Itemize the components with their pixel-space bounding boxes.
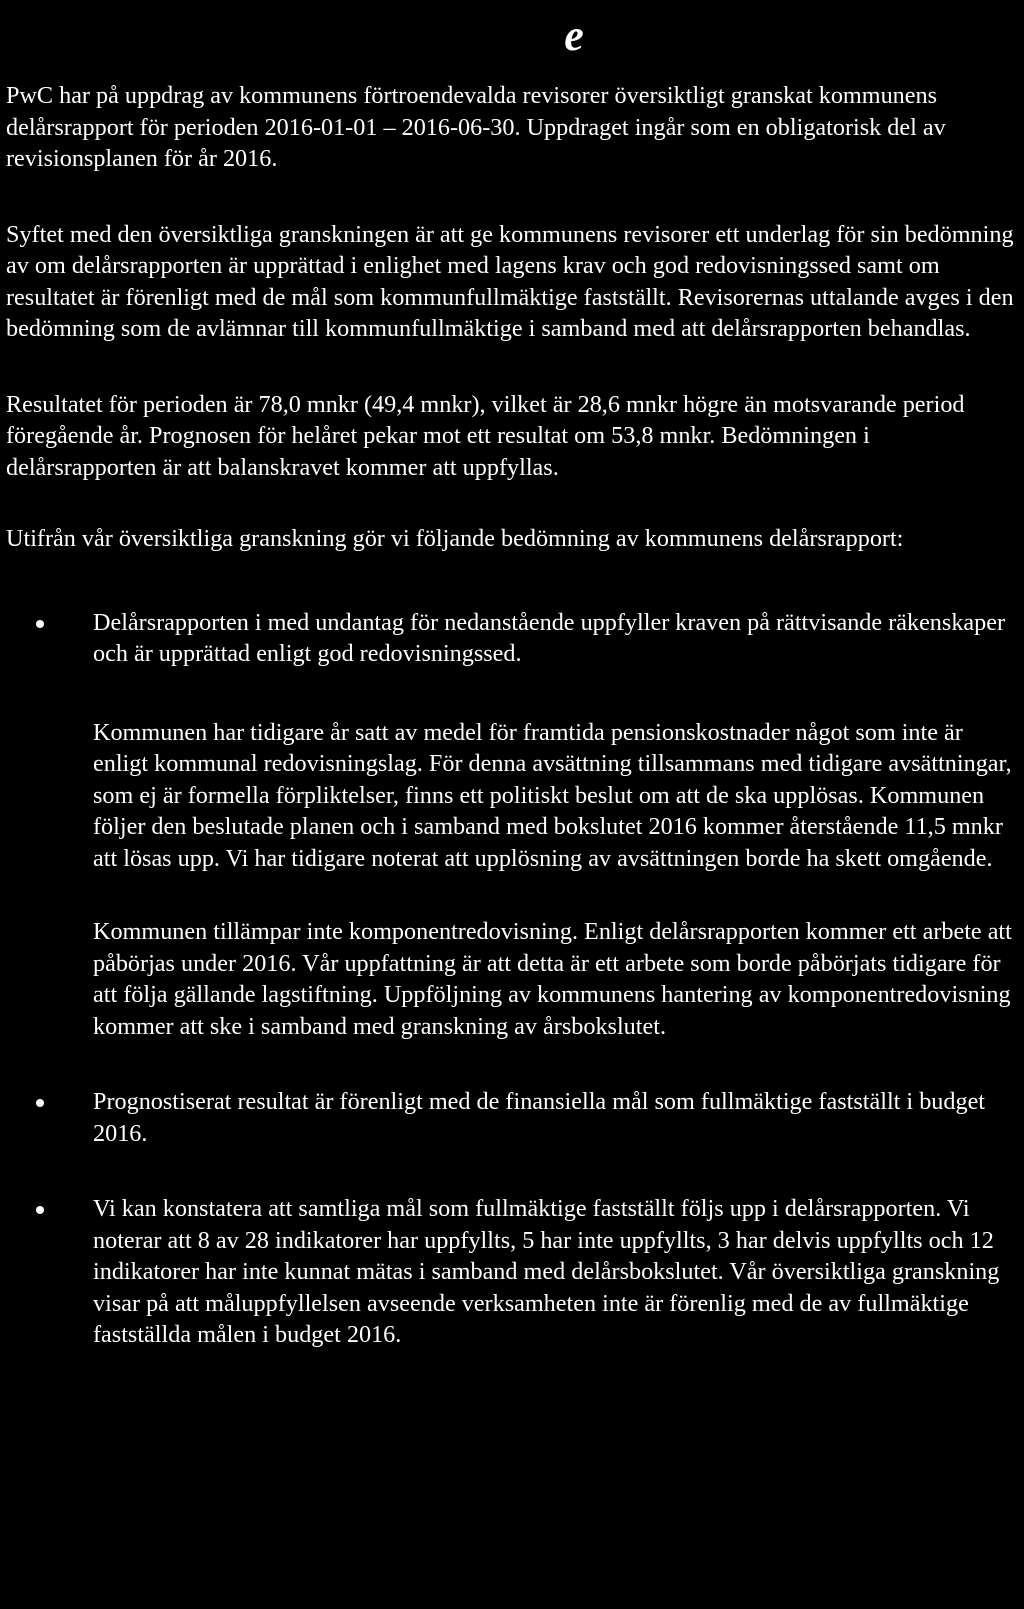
component-accounting-paragraph: Kommunen tillämpar inte komponentredovisning. Enligt delårsrapporten kommer ett arbete att påbörjas under 2016. Vår uppfattning är att detta är ett arbete som borde påbörjats tidigare för att följa gällande lagstiftning. Uppföljning av kommunens hantering av komponentredovisning kommer att ske i samband med granskning av årsbokslutet. — [93, 918, 1012, 1040]
list-item — [6, 1193, 1016, 1351]
assessment-list — [6, 607, 1016, 1351]
result-paragraph: Resultatet för perioden är 78,0 mnkr (49,4 mnkr), vilket är 28,6 mnkr högre än motsvarande period föregående år. Prognosen för helåret pekar mot ett resultat om 53,8 mnkr. Bedömningen i delårsrapporten är att balanskravet kommer att uppfyllas. — [6, 390, 965, 481]
list-item — [6, 1086, 1016, 1149]
intro-paragraph: PwC har på uppdrag av kommunens förtroendevalda revisorer översiktligt granskat kommunens delårsrapport för perioden 2016-01-01 – 2016-06-30. Uppdraget ingår som en obligatorisk del av revisionsplanen för år 2016. — [6, 82, 946, 172]
document-body — [6, 80, 1016, 1351]
purpose-paragraph: Syftet med den översiktliga granskningen är att ge kommunens revisorer ett underlag för sin bedömning av om delårsrapporten är upprättad i enlighet med lagens krav och god redovisningssed samt om resultatet är förenligt med de mål som kommunfullmäktige fastställt. Revisorernas uttalande avges i den bedömning som de avlämnar till kommunfullmäktige i samband med att delårsrapporten behandlas. — [6, 220, 1014, 342]
bullet-icon — [36, 620, 44, 628]
bullet-icon — [36, 1206, 44, 1214]
logo-mark: e — [564, 11, 584, 60]
list-item-text: Vi kan konstatera att samtliga mål som fullmäktige fastställt följs upp i delårsrapporten. Vi noterar att 8 av 28 indikatorer har uppfyllts, 5 har inte uppfyllts, 3 har delvis uppfyllts och 12 indikatorer har inte kunnat mätas i samband med delårsbokslutet. Vår översiktliga granskning visar på att måluppfyllelsen avseende verksamheten inte är förenlig med de av fullmäktige fastställda målen i budget 2016. — [93, 1195, 1000, 1348]
list-item-text: Prognostiserat resultat är förenligt med de finansiella mål som fullmäktige fastställt i budget 2016. — [93, 1088, 986, 1147]
pension-provision-paragraph: Kommunen har tidigare år satt av medel för framtida pensionskostnader något som inte är enligt kommunal redovisningslag. För denna avsättning tillsammans med tidigare avsättningar, som ej är formella förpliktelser, finns ett politiskt beslut om att de ska upplösas. Kommunen följer den beslutade planen och i samband med bokslutet 2016 kommer återstående 11,5 mnkr att lösas upp. Vi har tidigare noterat att upplösning av avsättningen borde ha skett omgående. — [93, 718, 1012, 872]
bullet-icon — [36, 1099, 44, 1107]
assessment-intro-paragraph: Utifrån vår översiktliga granskning gör vi följande bedömning av kommunens delårsrapport: — [6, 525, 904, 552]
list-item-text: Delårsrapporten i med undantag för nedanstående uppfyller kraven på rättvisande räkenskaper och är upprättad enligt god redovisningssed. — [93, 608, 1006, 667]
list-item — [6, 607, 1016, 1043]
